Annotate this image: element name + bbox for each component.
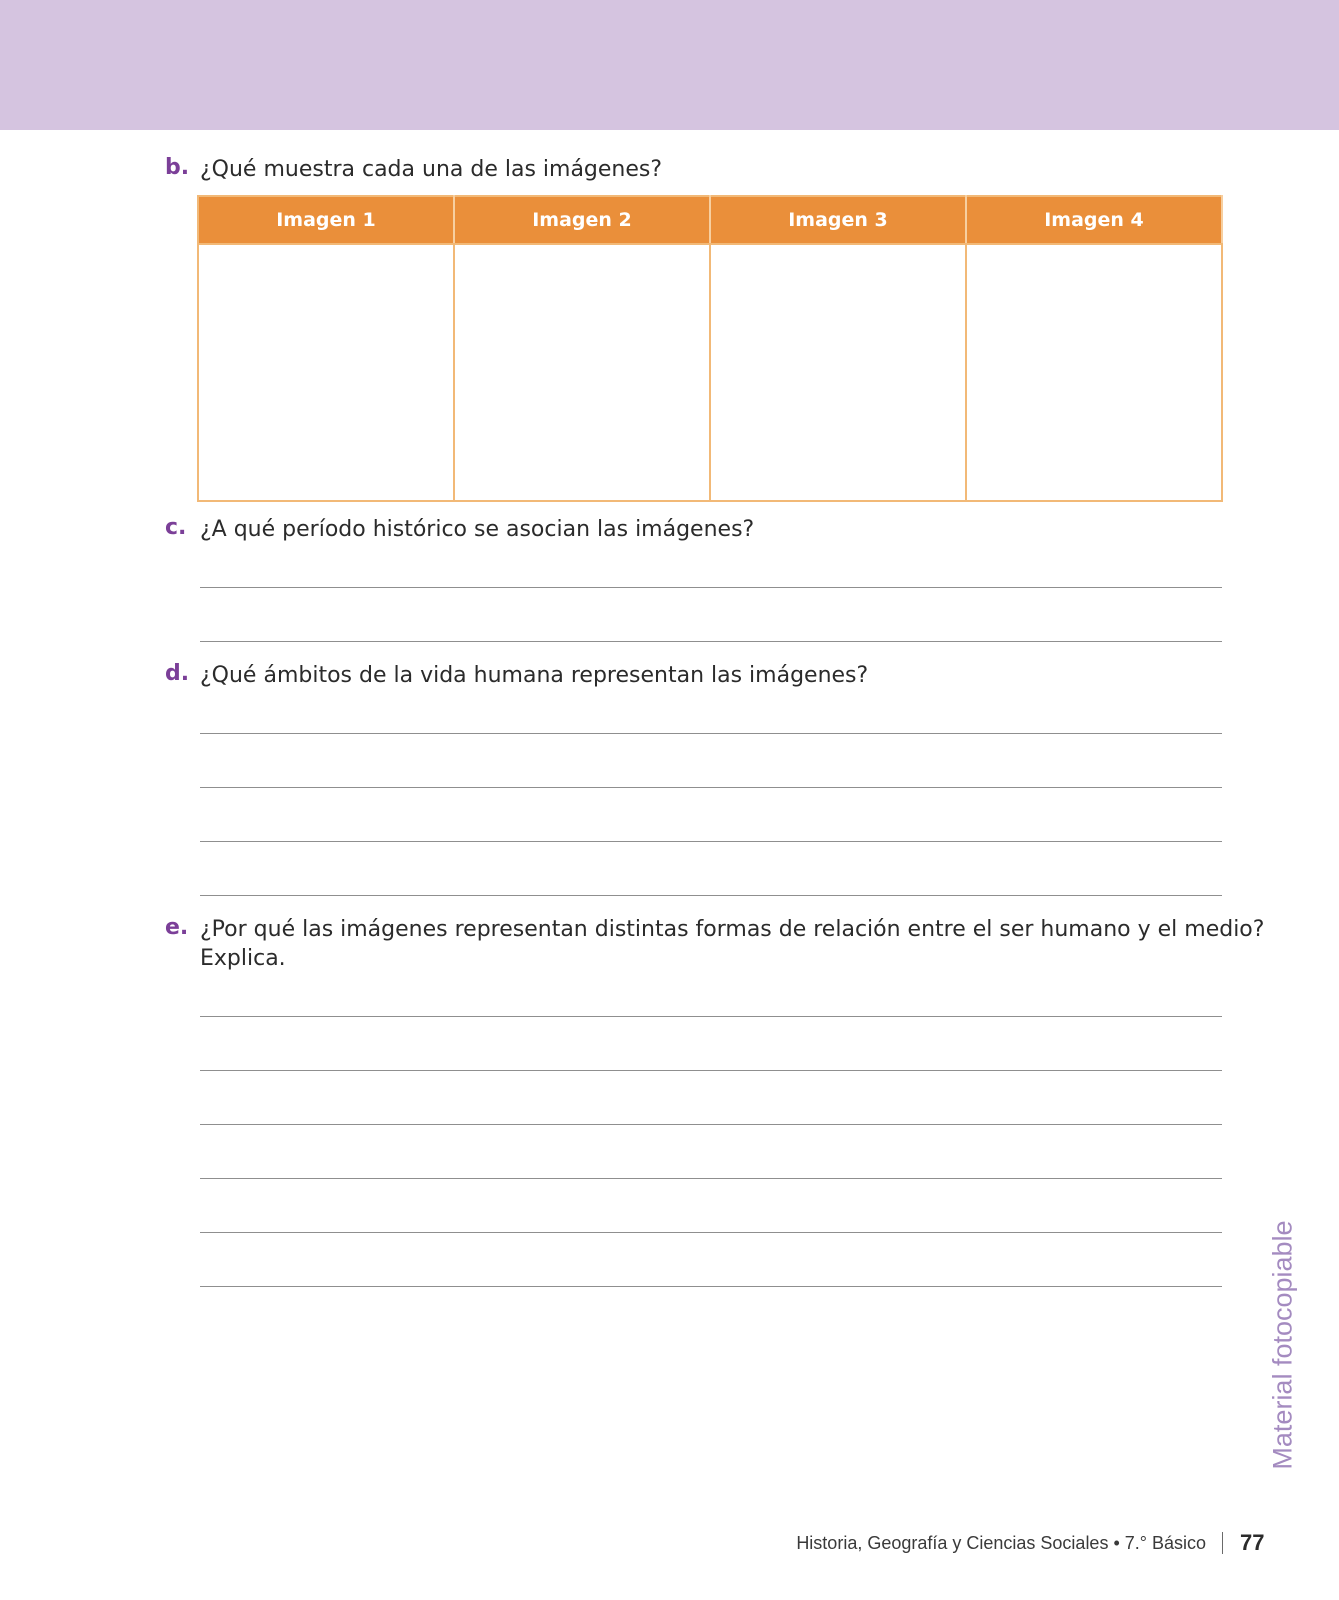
answer-line-d-3[interactable] [200, 841, 1222, 842]
answer-cell-imagen-1[interactable] [198, 244, 454, 501]
side-label-text: Material fotocopiable [1267, 1220, 1298, 1470]
footer-divider [1222, 1532, 1223, 1554]
answer-line-c-1[interactable] [200, 587, 1222, 588]
question-e-label: e. [165, 915, 189, 940]
table-header-imagen-2: Imagen 2 [454, 196, 710, 244]
side-label [1267, 1220, 1298, 1470]
answer-line-e-2[interactable] [200, 1070, 1222, 1071]
answer-line-d-1[interactable] [200, 733, 1222, 734]
answer-line-d-4[interactable] [200, 895, 1222, 896]
header-band [0, 0, 1339, 130]
answer-cell-imagen-3[interactable] [710, 244, 966, 501]
table-header-imagen-1: Imagen 1 [198, 196, 454, 244]
footer-book-title: Historia, Geografía y Ciencias Sociales • 7.° Básico [796, 1533, 1206, 1553]
answer-cell-imagen-4[interactable] [966, 244, 1222, 501]
table-header-imagen-4: Imagen 4 [966, 196, 1222, 244]
table-row [198, 244, 1222, 501]
answer-line-c-2[interactable] [200, 641, 1222, 642]
answer-line-d-2[interactable] [200, 787, 1222, 788]
question-d-label: d. [165, 661, 190, 686]
answer-cell-imagen-2[interactable] [454, 244, 710, 501]
question-b-text: ¿Qué muestra cada una de las imágenes? [200, 157, 663, 182]
question-c-label: c. [165, 515, 187, 540]
table-header-row [198, 196, 1222, 244]
question-c-text: ¿A qué período histórico se asocian las imágenes? [200, 517, 755, 542]
question-d-text: ¿Qué ámbitos de la vida humana representan las imágenes? [200, 663, 869, 688]
question-e-text-line-1: ¿Por qué las imágenes representan distintas formas de relación entre el ser humano y el medio? [200, 917, 1265, 942]
question-e-text [200, 915, 1264, 973]
answer-line-e-4[interactable] [200, 1178, 1222, 1179]
answer-line-e-3[interactable] [200, 1124, 1222, 1125]
answer-line-e-6[interactable] [200, 1286, 1222, 1287]
images-table [197, 195, 1223, 502]
question-b-label: b. [165, 155, 190, 180]
question-e-text-line-2: Explica. [200, 946, 286, 971]
table-header-imagen-3: Imagen 3 [710, 196, 966, 244]
answer-line-e-1[interactable] [200, 1016, 1222, 1017]
answer-line-e-5[interactable] [200, 1232, 1222, 1233]
page-number: 77 [1240, 1530, 1265, 1555]
